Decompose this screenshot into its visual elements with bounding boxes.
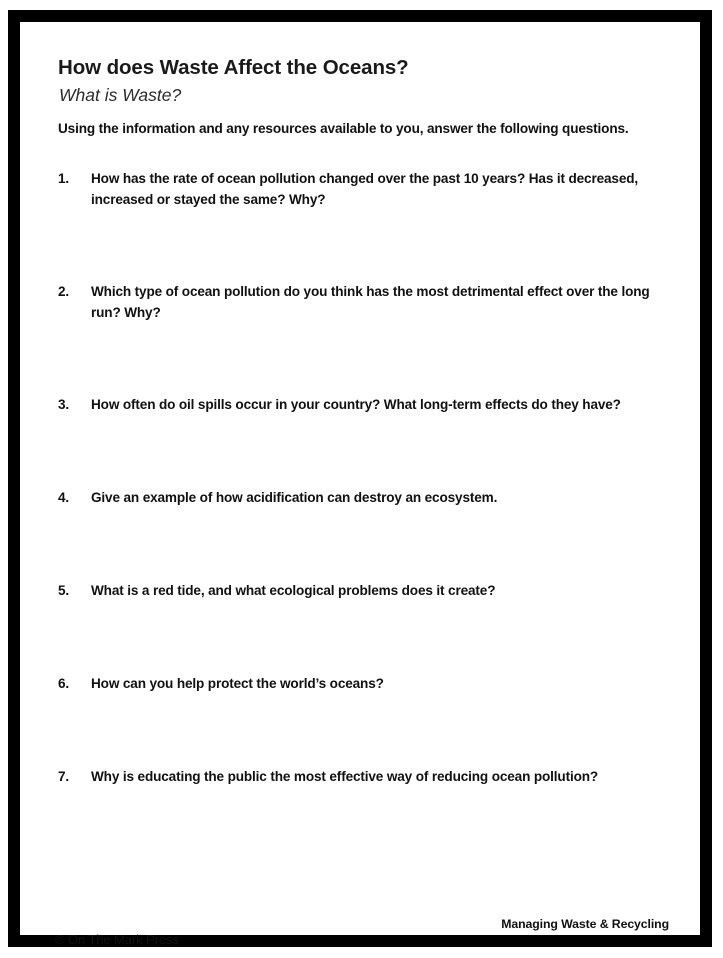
question-number: 4. bbox=[58, 490, 69, 505]
question-text: How often do oil spills occur in your country? What long-term effects do they have? bbox=[91, 397, 621, 412]
footer-series-title: Managing Waste & Recycling bbox=[501, 917, 669, 931]
answer-space-7[interactable] bbox=[20, 787, 700, 859]
question-number: 7. bbox=[58, 769, 69, 784]
page-border-frame bbox=[8, 10, 712, 947]
question-text: Give an example of how acidification can destroy an ecosystem. bbox=[91, 490, 498, 505]
page-title: How does Waste Affect the Oceans? bbox=[58, 56, 409, 79]
question-item-5 bbox=[20, 580, 700, 601]
page-subtitle: What is Waste? bbox=[59, 85, 182, 105]
question-number: 5. bbox=[58, 583, 69, 598]
answer-space-5[interactable] bbox=[20, 601, 700, 673]
question-text: Why is educating the public the most effective way of reducing ocean pollution? bbox=[91, 769, 599, 784]
question-item-7 bbox=[20, 766, 700, 787]
question-text: How has the rate of ocean pollution changed over the past 10 years? Has it decreased, increased or stayed the same? Why? bbox=[91, 171, 639, 207]
question-item-2 bbox=[20, 281, 700, 323]
footer-copyright: © On The Mark Press bbox=[55, 932, 179, 947]
question-text: Which type of ocean pollution do you think has the most detrimental effect over the long run? Why? bbox=[91, 284, 650, 320]
instruction-text: Using the information and any resources available to you, answer the following questions. bbox=[58, 121, 629, 136]
answer-space-3[interactable] bbox=[20, 415, 700, 487]
question-number: 1. bbox=[58, 171, 69, 186]
answer-space-1[interactable] bbox=[20, 210, 700, 281]
question-item-4 bbox=[20, 487, 700, 508]
worksheet-content bbox=[20, 22, 700, 947]
question-item-1 bbox=[20, 168, 700, 210]
question-list bbox=[20, 168, 700, 859]
question-item-3 bbox=[20, 394, 700, 415]
question-number: 2. bbox=[58, 284, 69, 299]
question-item-6 bbox=[20, 673, 700, 694]
question-number: 3. bbox=[58, 397, 69, 412]
question-text: What is a red tide, and what ecological problems does it create? bbox=[91, 583, 496, 598]
answer-space-6[interactable] bbox=[20, 694, 700, 766]
answer-space-2[interactable] bbox=[20, 323, 700, 394]
answer-space-4[interactable] bbox=[20, 508, 700, 580]
question-number: 6. bbox=[58, 676, 69, 691]
question-text: How can you help protect the world’s oceans? bbox=[91, 676, 384, 691]
